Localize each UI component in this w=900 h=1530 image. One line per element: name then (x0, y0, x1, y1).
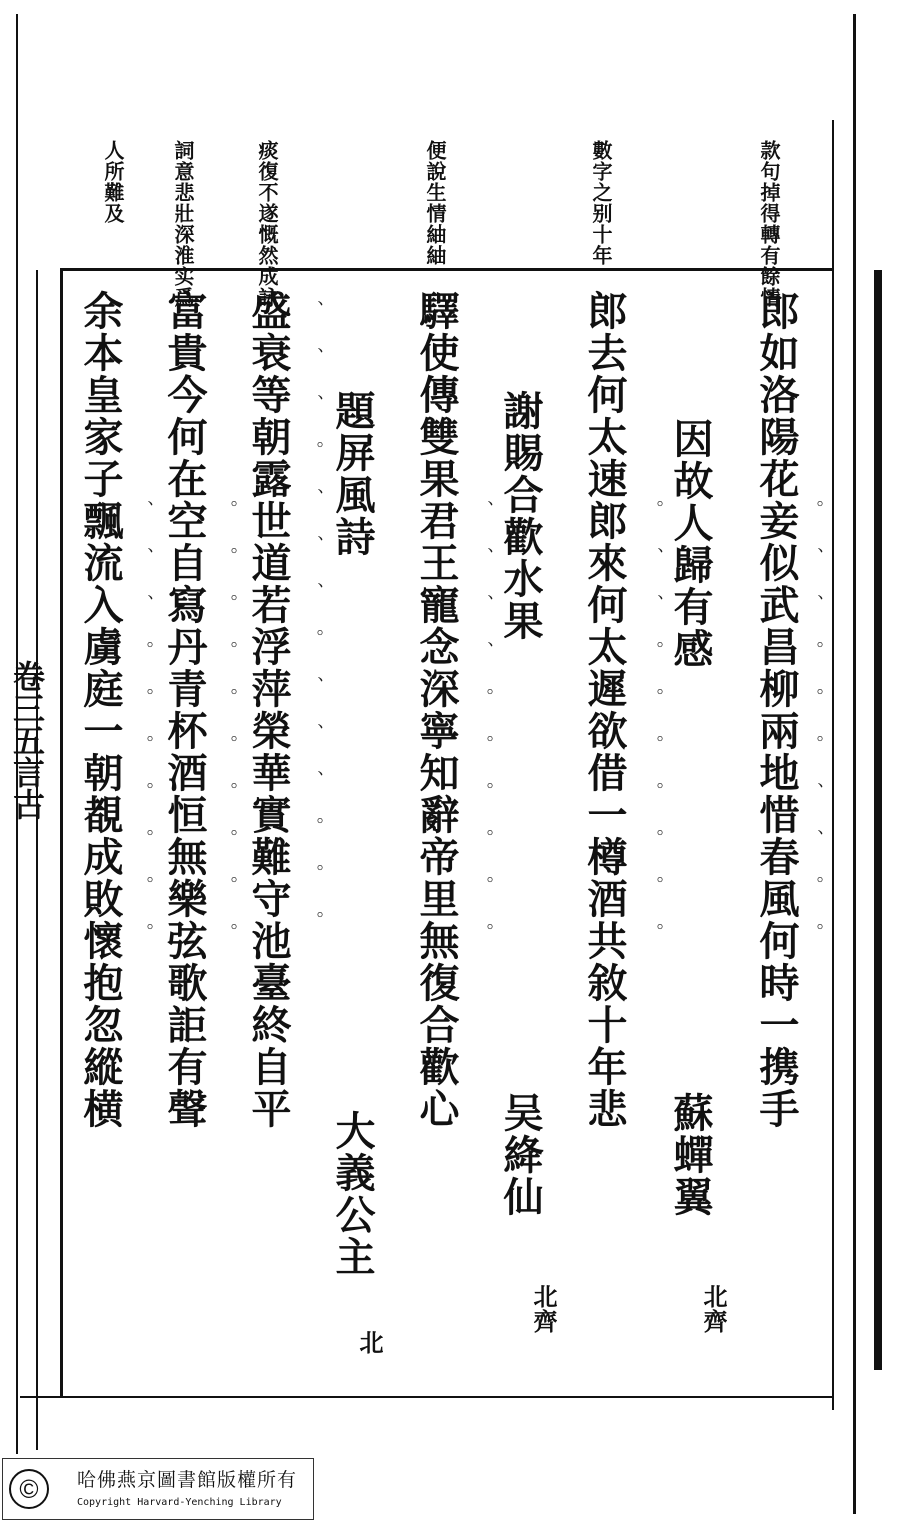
right-margin-bar (874, 270, 882, 1370)
headnote-5: 詞意悲壯深淮实爲 (171, 140, 195, 308)
poem-era: 北齊 (529, 1284, 558, 1334)
fold-line (36, 270, 38, 1450)
punctuation-marks: 、 、 、 。 。 。 。 。 。 。 (133, 500, 154, 945)
poem-column: 驛使傳雙果君王寵念深寧知辭帝里無復合歡心 (413, 290, 460, 1130)
poem-column: 郎去何太速郎來何太遲欲借一樽酒共敘十年悲 (581, 290, 628, 1130)
poem-author: 吴絳仙 (497, 1092, 544, 1218)
poem-author: 蘇蟬翼 (667, 1092, 714, 1218)
punctuation-marks: 、 、 、 、 。 。 。 。 。 。 (473, 500, 494, 945)
headnote-3: 便說生情紬紬 (423, 140, 447, 266)
poem-title: 因故人歸有感 (667, 418, 714, 670)
poem-title: 題屏風詩 (329, 390, 376, 558)
poem-era: 北齊 (699, 1284, 728, 1334)
punctuation-marks: 。 、 、 。 。 。 。 。 。 。 (643, 500, 664, 945)
poem-era: 北 (355, 1330, 384, 1355)
punctuation-marks: 、 、 、 。 、 、 、 。 、 、 、 。 。 。 (303, 300, 324, 933)
headnote-4: 痰復不遂慨然成詠 (255, 140, 279, 308)
punctuation-marks: 。 。 。 。 。 。 。 。 。 。 (217, 500, 238, 945)
punctuation-marks: 。 、 、 。 。 。 、 、 。 。 (803, 500, 824, 945)
copyright-english: Copyright Harvard-Yenching Library (77, 1497, 282, 1508)
headnote-1: 款句掉得轉有餘情 (757, 140, 781, 308)
copyright-stamp (2, 1458, 314, 1520)
headnote-2: 數字之别十年 (589, 140, 613, 266)
inner-right-border (832, 120, 834, 1410)
copyright-icon: © (9, 1469, 49, 1509)
poem-author: 大義公主 (329, 1110, 376, 1278)
poem-column: 郎如洛陽花妾似武昌柳兩地惜春風何時一携手 (753, 290, 800, 1130)
volume-label: 卷三五言古 (8, 660, 46, 820)
bottom-rule (20, 1396, 832, 1398)
poem-title: 謝賜合歡水果 (497, 390, 544, 642)
left-border (60, 268, 63, 1398)
poem-column: 余本皇家子飄流入虜庭一朝覩成敗懷抱忽縱横 (77, 290, 124, 1130)
poem-column: 富貴今何在空自寫丹青杯酒恒無樂弦歌詎有聲 (161, 290, 208, 1130)
copyright-chinese: 哈佛燕京圖書館版權所有 (77, 1469, 298, 1491)
right-border (853, 14, 856, 1514)
headnote-6: 人所難及 (101, 140, 125, 224)
poem-column: 盛衰等朝露世道若浮萍榮華實難守池臺終自平 (245, 290, 292, 1130)
